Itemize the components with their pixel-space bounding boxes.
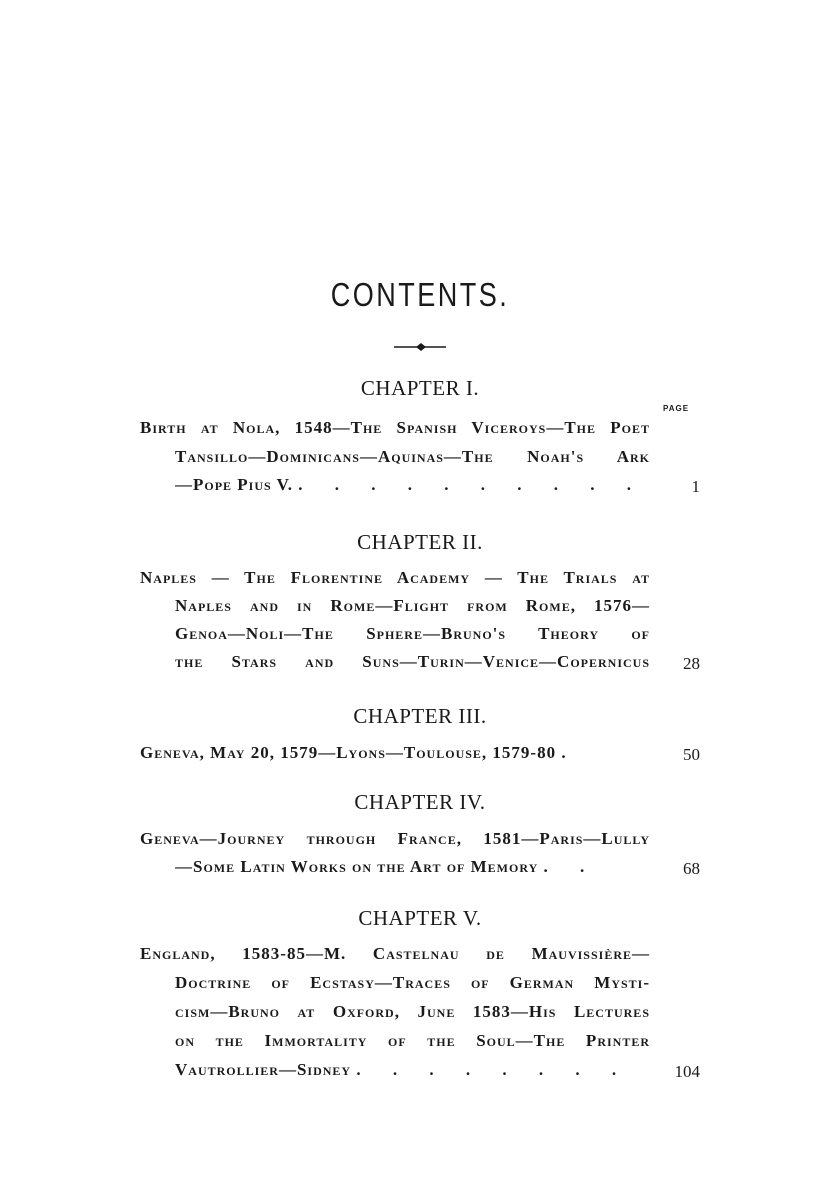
chapter-5-line-3: cism—Bruno at Oxford, June 1583—His Lectures bbox=[175, 1002, 650, 1021]
chapter-4-line-2-text: —Some Latin Works on the Art of Memory bbox=[175, 857, 539, 876]
chapter-5-line-1: England, 1583-85—M. Castelnau de Mauvissière— bbox=[140, 944, 650, 963]
chapter-5-line-2: Doctrine of Ecstasy—Traces of German Mysti- bbox=[175, 973, 650, 992]
chapter-5-line-5 bbox=[175, 1060, 650, 1080]
chapter-1-line-3 bbox=[175, 475, 650, 495]
chapter-1-page-number: 1 bbox=[691, 477, 700, 496]
chapter-1-line-1: Birth at Nola, 1548—The Spanish Viceroys—The Poet bbox=[140, 418, 650, 437]
chapter-3-line-1-text: Geneva, May 20, 1579—Lyons—Toulouse, 1579-80 bbox=[140, 743, 557, 762]
chapter-4-heading: CHAPTER IV. bbox=[354, 790, 486, 814]
ornament-divider bbox=[392, 340, 448, 354]
chapter-1-line-2: Tansillo—Dominicans—Aquinas—The Noah's Ark bbox=[175, 447, 650, 466]
chapter-5-line-4: on the Immortality of the Soul—The Printer bbox=[175, 1031, 650, 1050]
chapter-2-page-number: 28 bbox=[683, 654, 700, 673]
chapter-4-leader: . . bbox=[543, 857, 599, 876]
chapter-2-line-4: the Stars and Suns—Turin—Venice—Copernicus bbox=[175, 652, 650, 671]
chapter-5-heading: CHAPTER V. bbox=[358, 906, 482, 930]
chapter-2-line-3: Genoa—Noli—The Sphere—Bruno's Theory of bbox=[175, 624, 650, 643]
chapter-5-leader: . . . . . . . . bbox=[356, 1060, 631, 1079]
chapter-4-page-number: 68 bbox=[683, 859, 700, 878]
chapter-1-leader: . . . . . . . . . . bbox=[298, 475, 645, 494]
page-column-label: PAGE bbox=[663, 404, 690, 413]
chapter-3-leader: . bbox=[561, 743, 580, 762]
chapter-2-heading: CHAPTER II. bbox=[357, 530, 483, 554]
chapter-4-line-1: Geneva—Journey through France, 1581—Paris—Lully bbox=[140, 829, 650, 848]
chapter-3-page-number: 50 bbox=[683, 745, 700, 764]
chapter-3-line-1 bbox=[140, 743, 650, 763]
chapter-2-line-2: Naples and in Rome—Flight from Rome, 1576— bbox=[175, 596, 650, 615]
chapter-5-page-number: 104 bbox=[674, 1062, 700, 1081]
chapter-1-heading: CHAPTER I. bbox=[360, 376, 480, 400]
chapter-3-heading: CHAPTER III. bbox=[353, 704, 487, 728]
chapter-1-line-3-text: —Pope Pius V. bbox=[175, 475, 293, 494]
chapter-5-line-5-text: Vautrollier—Sidney bbox=[175, 1060, 352, 1079]
chapter-2-line-1: Naples — The Florentine Academy — The Trials at bbox=[140, 568, 650, 587]
chapter-4-line-2 bbox=[175, 857, 650, 877]
page-title: CONTENTS. bbox=[330, 276, 510, 313]
